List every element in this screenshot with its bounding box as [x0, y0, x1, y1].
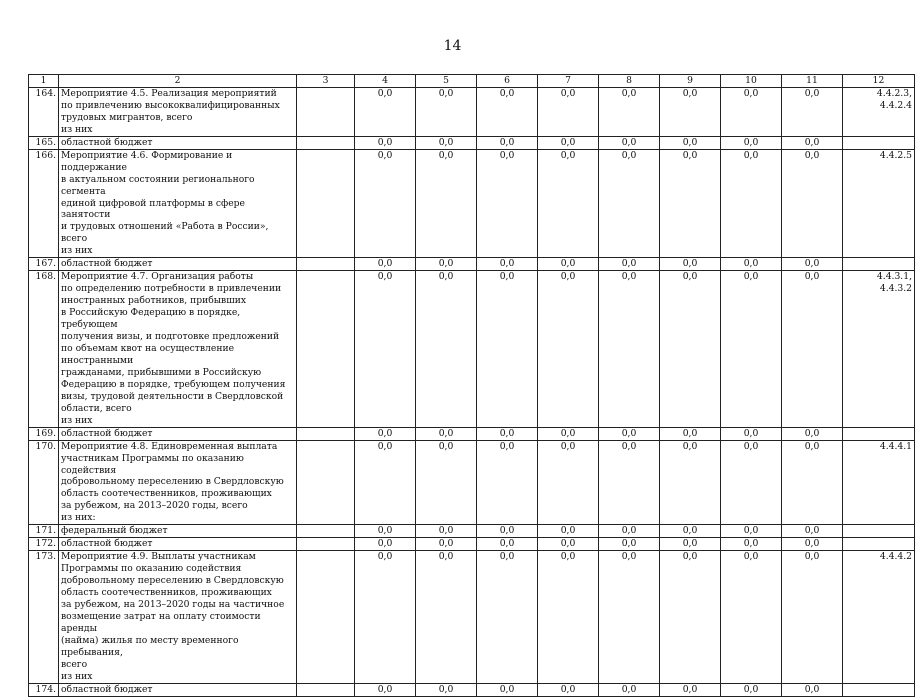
- row-description: Мероприятие 4.5. Реализация мероприятий по привлечению высококвалифицированных трудовых мигрантов, всего из них: [59, 87, 297, 136]
- value-cell-col-6: 0,0: [477, 427, 538, 440]
- value-cell-col-6: 0,0: [477, 136, 538, 149]
- column-header-10: 10: [721, 75, 782, 88]
- table-row: [29, 149, 915, 258]
- value-cell-col-8: 0,0: [599, 136, 660, 149]
- page-number: 14: [443, 38, 462, 54]
- value-cell-col-4: 0,0: [355, 87, 416, 136]
- value-cell-col-4: 0,0: [355, 271, 416, 427]
- value-cell-col-5: 0,0: [416, 525, 477, 538]
- table-row: [29, 440, 915, 525]
- row-description: областной бюджет: [59, 538, 297, 551]
- budget-table: [28, 74, 915, 697]
- value-cell-col-6: 0,0: [477, 551, 538, 683]
- column-3-cell: [297, 87, 355, 136]
- value-cell-col-5: 0,0: [416, 136, 477, 149]
- column-3-cell: [297, 538, 355, 551]
- value-cell-col-7: 0,0: [538, 683, 599, 696]
- value-cell-col-4: 0,0: [355, 136, 416, 149]
- value-cell-col-7: 0,0: [538, 271, 599, 427]
- value-cell-col-7: 0,0: [538, 149, 599, 258]
- value-cell-col-7: 0,0: [538, 427, 599, 440]
- value-cell-col-5: 0,0: [416, 258, 477, 271]
- value-cell-col-11: 0,0: [782, 551, 843, 683]
- value-cell-col-9: 0,0: [660, 427, 721, 440]
- column-header-8: 8: [599, 75, 660, 88]
- value-cell-col-4: 0,0: [355, 258, 416, 271]
- target-indicator-ref: [843, 427, 915, 440]
- value-cell-col-8: 0,0: [599, 551, 660, 683]
- table-row: [29, 538, 915, 551]
- value-cell-col-5: 0,0: [416, 271, 477, 427]
- value-cell-col-9: 0,0: [660, 149, 721, 258]
- target-indicator-ref: 4.4.3.1, 4.4.3.2: [843, 271, 915, 427]
- value-cell-col-10: 0,0: [721, 538, 782, 551]
- row-description: Мероприятие 4.6. Формирование и поддержание в актуальном состоянии регионального сегмента единой цифровой платформы в сфере занятости и трудовых отношений «Работа в России», всего из них: [59, 149, 297, 258]
- column-3-cell: [297, 258, 355, 271]
- column-3-cell: [297, 683, 355, 696]
- value-cell-col-8: 0,0: [599, 440, 660, 525]
- value-cell-col-5: 0,0: [416, 427, 477, 440]
- value-cell-col-6: 0,0: [477, 149, 538, 258]
- table-row: [29, 683, 915, 696]
- value-cell-col-8: 0,0: [599, 149, 660, 258]
- target-indicator-ref: 4.4.2.5: [843, 149, 915, 258]
- value-cell-col-9: 0,0: [660, 258, 721, 271]
- row-description: федеральный бюджет: [59, 525, 297, 538]
- table-row: [29, 271, 915, 427]
- value-cell-col-6: 0,0: [477, 258, 538, 271]
- column-header-9: 9: [660, 75, 721, 88]
- value-cell-col-9: 0,0: [660, 440, 721, 525]
- value-cell-col-9: 0,0: [660, 87, 721, 136]
- value-cell-col-8: 0,0: [599, 87, 660, 136]
- row-description: областной бюджет: [59, 258, 297, 271]
- value-cell-col-7: 0,0: [538, 87, 599, 136]
- value-cell-col-7: 0,0: [538, 440, 599, 525]
- row-description: Мероприятие 4.8. Единовременная выплата участникам Программы по оказанию содействия добровольному переселению в Свердловскую область соотечественников, проживающих за рубежом, на 2013–2020 годы, всего из них:: [59, 440, 297, 525]
- value-cell-col-6: 0,0: [477, 683, 538, 696]
- value-cell-col-7: 0,0: [538, 538, 599, 551]
- table-header: [29, 75, 915, 88]
- value-cell-col-6: 0,0: [477, 440, 538, 525]
- value-cell-col-11: 0,0: [782, 427, 843, 440]
- target-indicator-ref: [843, 525, 915, 538]
- column-3-cell: [297, 427, 355, 440]
- column-3-cell: [297, 271, 355, 427]
- value-cell-col-10: 0,0: [721, 427, 782, 440]
- value-cell-col-6: 0,0: [477, 538, 538, 551]
- value-cell-col-11: 0,0: [782, 440, 843, 525]
- value-cell-col-9: 0,0: [660, 136, 721, 149]
- value-cell-col-11: 0,0: [782, 149, 843, 258]
- column-3-cell: [297, 136, 355, 149]
- value-cell-col-8: 0,0: [599, 525, 660, 538]
- value-cell-col-8: 0,0: [599, 258, 660, 271]
- target-indicator-ref: 4.4.4.2: [843, 551, 915, 683]
- value-cell-col-6: 0,0: [477, 525, 538, 538]
- value-cell-col-5: 0,0: [416, 538, 477, 551]
- value-cell-col-6: 0,0: [477, 87, 538, 136]
- column-3-cell: [297, 525, 355, 538]
- value-cell-col-7: 0,0: [538, 551, 599, 683]
- value-cell-col-7: 0,0: [538, 136, 599, 149]
- table-row: [29, 551, 915, 683]
- row-description: областной бюджет: [59, 683, 297, 696]
- row-number: 165.: [29, 136, 59, 149]
- value-cell-col-4: 0,0: [355, 427, 416, 440]
- value-cell-col-10: 0,0: [721, 136, 782, 149]
- value-cell-col-11: 0,0: [782, 538, 843, 551]
- column-header-5: 5: [416, 75, 477, 88]
- column-header-2: 2: [59, 75, 297, 88]
- value-cell-col-8: 0,0: [599, 271, 660, 427]
- target-indicator-ref: [843, 538, 915, 551]
- row-number: 164.: [29, 87, 59, 136]
- table-row: [29, 525, 915, 538]
- row-number: 168.: [29, 271, 59, 427]
- row-description: Мероприятие 4.9. Выплаты участникам Программы по оказанию содействия добровольному переселению в Свердловскую область соотечественников, проживающих за рубежом, на 2013–2020 годы на частичное возмещение затрат на оплату стоимости аренды (найма) жилья по месту временного пребывания, всего из них: [59, 551, 297, 683]
- value-cell-col-10: 0,0: [721, 87, 782, 136]
- value-cell-col-4: 0,0: [355, 551, 416, 683]
- row-number: 173.: [29, 551, 59, 683]
- value-cell-col-10: 0,0: [721, 258, 782, 271]
- value-cell-col-11: 0,0: [782, 258, 843, 271]
- target-indicator-ref: 4.4.4.1: [843, 440, 915, 525]
- column-header-1: 1: [29, 75, 59, 88]
- value-cell-col-8: 0,0: [599, 427, 660, 440]
- target-indicator-ref: 4.4.2.3, 4.4.2.4: [843, 87, 915, 136]
- column-header-6: 6: [477, 75, 538, 88]
- row-number: 171.: [29, 525, 59, 538]
- column-header-7: 7: [538, 75, 599, 88]
- value-cell-col-4: 0,0: [355, 683, 416, 696]
- row-description: областной бюджет: [59, 427, 297, 440]
- value-cell-col-8: 0,0: [599, 538, 660, 551]
- value-cell-col-10: 0,0: [721, 683, 782, 696]
- value-cell-col-11: 0,0: [782, 136, 843, 149]
- row-number: 170.: [29, 440, 59, 525]
- table-row: [29, 87, 915, 136]
- value-cell-col-5: 0,0: [416, 149, 477, 258]
- value-cell-col-7: 0,0: [538, 258, 599, 271]
- value-cell-col-9: 0,0: [660, 683, 721, 696]
- value-cell-col-5: 0,0: [416, 683, 477, 696]
- row-description: областной бюджет: [59, 136, 297, 149]
- table-body: [29, 87, 915, 696]
- value-cell-col-10: 0,0: [721, 271, 782, 427]
- table-row: [29, 136, 915, 149]
- value-cell-col-9: 0,0: [660, 525, 721, 538]
- column-header-3: 3: [297, 75, 355, 88]
- table-row: [29, 258, 915, 271]
- row-number: 172.: [29, 538, 59, 551]
- target-indicator-ref: [843, 258, 915, 271]
- value-cell-col-9: 0,0: [660, 538, 721, 551]
- value-cell-col-8: 0,0: [599, 683, 660, 696]
- value-cell-col-11: 0,0: [782, 87, 843, 136]
- target-indicator-ref: [843, 136, 915, 149]
- column-header-11: 11: [782, 75, 843, 88]
- value-cell-col-10: 0,0: [721, 551, 782, 683]
- value-cell-col-9: 0,0: [660, 551, 721, 683]
- value-cell-col-9: 0,0: [660, 271, 721, 427]
- row-number: 166.: [29, 149, 59, 258]
- value-cell-col-11: 0,0: [782, 525, 843, 538]
- value-cell-col-4: 0,0: [355, 149, 416, 258]
- value-cell-col-10: 0,0: [721, 149, 782, 258]
- value-cell-col-7: 0,0: [538, 525, 599, 538]
- value-cell-col-4: 0,0: [355, 440, 416, 525]
- column-3-cell: [297, 551, 355, 683]
- value-cell-col-11: 0,0: [782, 683, 843, 696]
- column-header-12: 12: [843, 75, 915, 88]
- value-cell-col-4: 0,0: [355, 525, 416, 538]
- column-header-4: 4: [355, 75, 416, 88]
- header-row: [29, 75, 915, 88]
- value-cell-col-5: 0,0: [416, 440, 477, 525]
- target-indicator-ref: [843, 683, 915, 696]
- value-cell-col-4: 0,0: [355, 538, 416, 551]
- value-cell-col-5: 0,0: [416, 87, 477, 136]
- value-cell-col-10: 0,0: [721, 440, 782, 525]
- row-description: Мероприятие 4.7. Организация работы по определению потребности в привлечении иностранных работников, прибывших в Российскую Федерацию в порядке, требующем получения визы, и подготовке предложений по объемам квот на осуществление иностранными гражданами, прибывшими в Российскую Федерацию в порядке, требующем получения визы, трудовой деятельности в Свердловской области, всего из них: [59, 271, 297, 427]
- value-cell-col-6: 0,0: [477, 271, 538, 427]
- column-3-cell: [297, 440, 355, 525]
- row-number: 174.: [29, 683, 59, 696]
- row-number: 169.: [29, 427, 59, 440]
- table-row: [29, 427, 915, 440]
- column-3-cell: [297, 149, 355, 258]
- value-cell-col-10: 0,0: [721, 525, 782, 538]
- value-cell-col-11: 0,0: [782, 271, 843, 427]
- value-cell-col-5: 0,0: [416, 551, 477, 683]
- row-number: 167.: [29, 258, 59, 271]
